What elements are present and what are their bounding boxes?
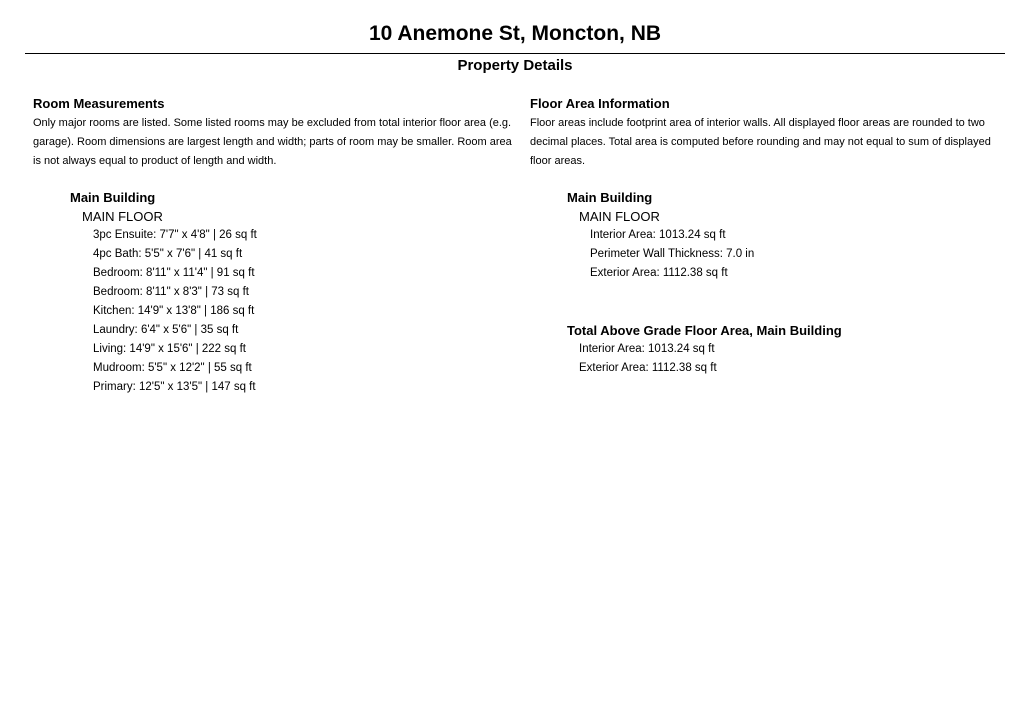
room-building-group [70,188,513,397]
floor-area-entry: Perimeter Wall Thickness: 7.0 in [590,248,755,260]
room-entry: Mudroom: 5'5" x 12'2" | 55 sq ft [93,362,252,374]
room-entry: Laundry: 6'4" x 5'6" | 35 sq ft [93,324,239,336]
floor-area-description: Floor areas include footprint area of interior walls. All displayed floor areas are rounded to two decimal places. Total area is computed before rounding and may not equal to sum of displayed floor areas. [530,117,991,167]
floor-area-entry: Exterior Area: 1112.38 sq ft [590,267,728,279]
room-entry: 4pc Bath: 5'5" x 7'6" | 41 sq ft [93,248,243,260]
room-entry: Bedroom: 8'11" x 8'3" | 73 sq ft [93,286,249,298]
title-divider [25,53,1005,54]
floor-area-floor-title: MAIN FLOOR [579,209,660,224]
floor-area-building-title: Main Building [567,190,653,205]
room-entry: Primary: 12'5" x 13'5" | 147 sq ft [93,381,256,393]
room-list [93,226,513,397]
room-entry: Living: 14'9" x 15'6" | 222 sq ft [93,343,246,355]
page-subtitle: Property Details [457,57,573,74]
room-measurements-section [33,96,513,397]
room-entry: Bedroom: 8'11" x 11'4" | 91 sq ft [93,267,255,279]
total-floor-area-heading: Total Above Grade Floor Area, Main Building [567,323,842,338]
floor-area-section [530,96,1010,378]
room-entry: 3pc Ensuite: 7'7" x 4'8" | 26 sq ft [93,229,257,241]
room-measurements-heading: Room Measurements [33,96,165,111]
floor-area-building-group [567,188,1010,283]
total-floor-area-list [579,340,1010,378]
total-floor-area-group [567,321,1010,378]
room-building-title: Main Building [70,190,156,205]
floor-area-heading: Floor Area Information [530,96,670,111]
total-floor-area-entry: Exterior Area: 1112.38 sq ft [579,362,717,374]
room-floor-title: MAIN FLOOR [82,209,163,224]
floor-area-entry: Interior Area: 1013.24 sq ft [590,229,726,241]
room-entry: Kitchen: 14'9" x 13'8" | 186 sq ft [93,305,255,317]
page-title: 10 Anemone St, Moncton, NB [368,22,662,45]
floor-area-list [590,226,1010,283]
room-measurements-description: Only major rooms are listed. Some listed rooms may be excluded from total interior floor area (e.g. garage). Room dimensions are largest length and width; parts of room may be smaller. Room area is not always equal to product of length and width. [33,117,512,167]
total-floor-area-entry: Interior Area: 1013.24 sq ft [579,343,715,355]
